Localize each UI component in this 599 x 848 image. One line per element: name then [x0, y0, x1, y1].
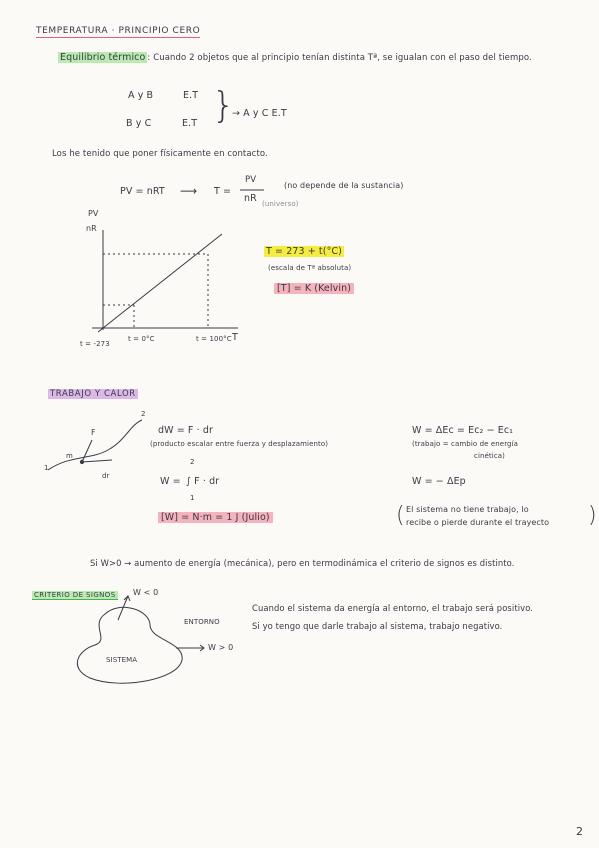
section-title-signos-highlight: CRITERIO DE SIGNOS	[34, 591, 116, 599]
mass-point	[80, 460, 83, 463]
signs-text-1: Cuando el sistema da energía al entorno, el trabajo será positivo.	[252, 603, 534, 613]
label-F: F	[91, 428, 96, 437]
conclusion-ac: → A y C E.T	[232, 108, 287, 119]
temperature-graph	[92, 230, 238, 332]
label-dr: dr	[102, 472, 110, 480]
work-unit-highlight: [W] = N·m = 1 J (Julio)	[158, 512, 273, 523]
integral-body: ∫ F · dr	[186, 476, 220, 487]
definition-text: : Cuando 2 objetos que al principio tenían distinta Tª, se igualan con el paso del tiempo.	[147, 53, 532, 63]
implies-arrow: ⟶	[180, 184, 198, 198]
label-entorno: ENTORNO	[184, 618, 220, 626]
graph-diagonal-line	[98, 234, 222, 332]
no-work-line1: El sistema no tiene trabajo, lo	[406, 505, 529, 514]
label-sistema: SISTEMA	[106, 656, 138, 664]
work-kinetic-note2: cinética)	[474, 452, 505, 460]
section-title-temperatura: TEMPERATURA · PRINCIPIO CERO	[36, 26, 201, 36]
t-equals: T =	[214, 186, 232, 197]
integral-lower: 1	[190, 494, 195, 502]
page-number: 2	[576, 825, 584, 838]
ideal-gas-law: PV = nRT	[120, 186, 165, 197]
graph-xtick-100: t = 100°C	[196, 335, 232, 343]
kelvin-equation-highlight: T = 273 + t(°C)	[266, 246, 342, 257]
contact-intro: Los he tenido que poner físicamente en contacto.	[52, 149, 268, 159]
label-point-2: 2	[141, 410, 146, 418]
work-potential: W = − ΔEp	[412, 476, 466, 487]
pair-ab: A y B	[128, 90, 154, 101]
sustancia-note: (no depende de la sustancia)	[284, 181, 404, 190]
work-kinetic: W = ΔEc = Ec₂ − Ec₁	[412, 425, 514, 436]
force-vector	[82, 440, 92, 462]
no-work-line2: recibe o pierde durante el trayecto	[406, 518, 550, 527]
graph-ylabel-den: nR	[86, 224, 97, 233]
pair-bc-et: E.T	[182, 118, 198, 129]
dw-formula: dW = F · dr	[158, 425, 213, 436]
w-integral-left: W =	[160, 476, 181, 487]
section-title-trabajo-highlight: TRABAJO Y CALOR	[50, 389, 136, 399]
term-equilibrio-termico: Equilibrio térmico	[60, 52, 146, 63]
no-work-paren-l: (	[396, 503, 405, 528]
work-kinetic-note1: (trabajo = cambio de energía	[412, 440, 519, 448]
frac-num: PV	[245, 175, 257, 185]
work-path-diagram	[48, 420, 142, 470]
label-m: m	[66, 452, 73, 460]
signs-text-2: Si yo tengo que darle trabajo al sistema, trabajo negativo.	[252, 621, 503, 631]
label-w-negative: W < 0	[133, 588, 159, 597]
no-work-paren-r: )	[588, 503, 597, 528]
frac-den: nR	[244, 193, 257, 204]
graph-ylabel-num: PV	[88, 209, 99, 218]
label-w-positive: W > 0	[208, 643, 234, 652]
sign-criterion-line: Si W>0 → aumento de energía (mecánica), pero en termodinámica el criterio de signos es distinto.	[90, 558, 515, 568]
label-point-1: 1	[44, 464, 49, 472]
pair-ab-et: E.T	[183, 90, 199, 101]
dw-note: (producto escalar entre fuerza y desplazamiento)	[150, 440, 329, 448]
system-blob	[77, 596, 204, 683]
graph-xtick-0: t = 0°C	[128, 335, 155, 343]
pair-bc: B y C	[126, 118, 152, 129]
work-path-curve	[48, 420, 142, 470]
graph-xaxis-label: T	[232, 332, 238, 343]
universo-note: (universo)	[262, 200, 299, 208]
dr-vector	[82, 460, 112, 462]
graph-xtick-273: t = -273	[80, 340, 110, 348]
kelvin-note: (escala de Tª absoluta)	[268, 264, 352, 272]
kelvin-unit-highlight: [T] = K (Kelvin)	[274, 283, 354, 294]
system-outline	[77, 607, 182, 683]
brace: }	[212, 85, 236, 126]
integral-upper: 2	[190, 458, 195, 466]
